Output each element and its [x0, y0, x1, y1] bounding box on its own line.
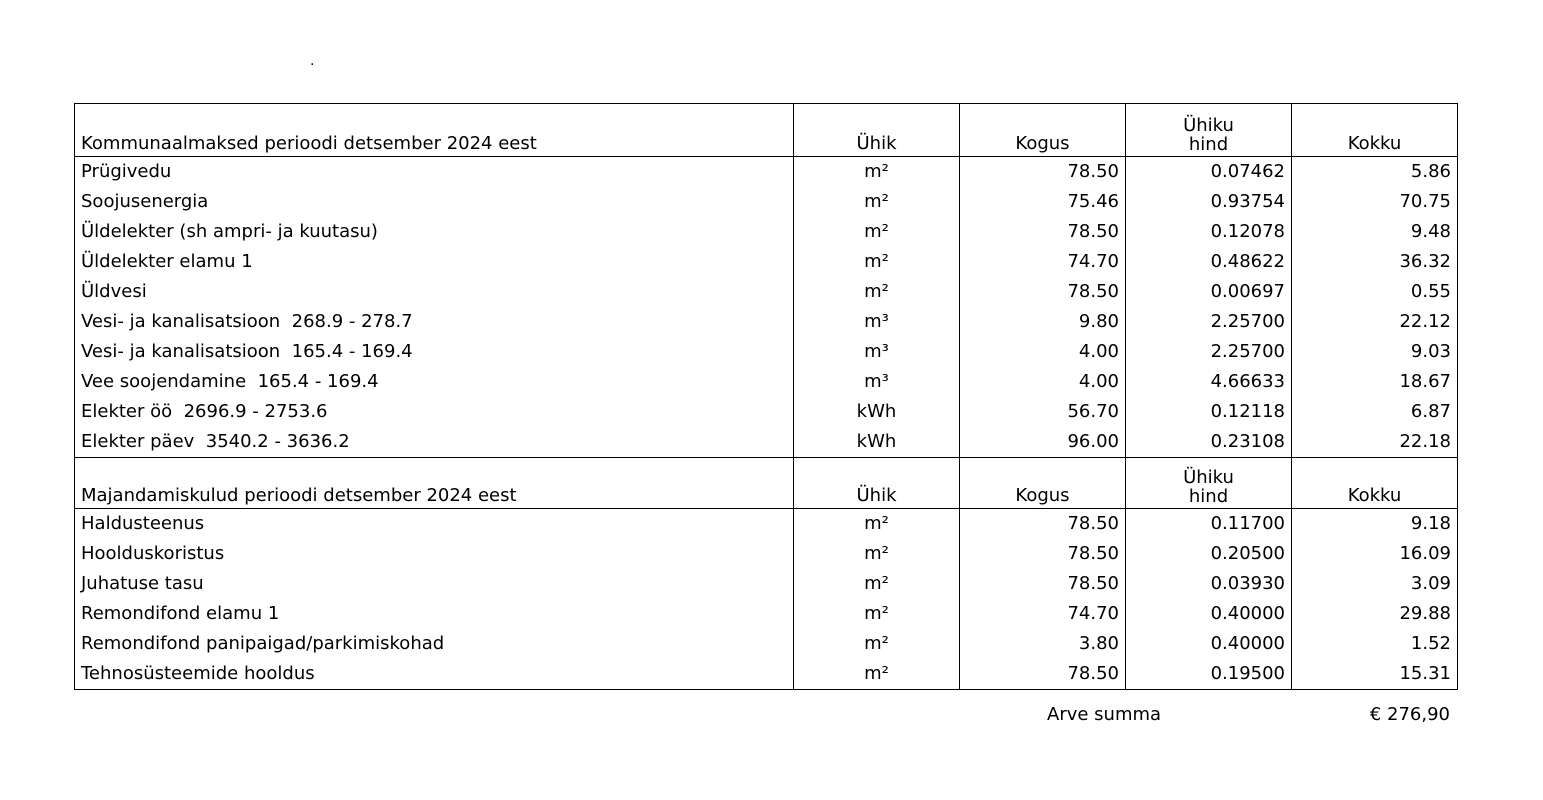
row-unit: m²: [794, 509, 960, 540]
row-price: 0.40000: [1126, 599, 1292, 629]
row-name: Juhatuse tasu: [75, 569, 794, 599]
table-row: [75, 539, 1458, 569]
table-row: [75, 397, 1458, 427]
row-price: 0.20500: [1126, 539, 1292, 569]
column-header-price-top: Ühiku: [1183, 467, 1234, 488]
stray-mark: .: [310, 53, 315, 69]
row-unit: m²: [794, 569, 960, 599]
row-qty: 56.70: [960, 397, 1126, 427]
table-row: [75, 599, 1458, 629]
row-unit: m²: [794, 217, 960, 247]
row-unit: m³: [794, 337, 960, 367]
table-row: [75, 217, 1458, 247]
row-qty: 78.50: [960, 569, 1126, 599]
row-price: 0.11700: [1126, 509, 1292, 540]
row-total: 15.31: [1292, 659, 1458, 690]
column-header-unit: Ühik: [794, 104, 960, 157]
row-unit: m²: [794, 157, 960, 188]
column-header-price: [1126, 458, 1292, 509]
row-qty: 3.80: [960, 629, 1126, 659]
row-unit: m³: [794, 307, 960, 337]
row-unit: m²: [794, 539, 960, 569]
column-header-total: Kokku: [1292, 458, 1458, 509]
row-price: 0.40000: [1126, 629, 1292, 659]
row-price: 2.25700: [1126, 307, 1292, 337]
row-total: 22.18: [1292, 427, 1458, 458]
row-qty: 78.50: [960, 217, 1126, 247]
row-unit: m²: [794, 187, 960, 217]
row-name: Tehnosüsteemide hooldus: [75, 659, 794, 690]
row-name: Soojusenergia: [75, 187, 794, 217]
invoice-total-label: Arve summa: [1047, 704, 1162, 725]
row-unit: m²: [794, 277, 960, 307]
row-qty: 4.00: [960, 337, 1126, 367]
row-price: 0.12118: [1126, 397, 1292, 427]
table-row: [75, 427, 1458, 458]
row-qty: 78.50: [960, 277, 1126, 307]
row-price: 0.07462: [1126, 157, 1292, 188]
table-row: [75, 659, 1458, 690]
row-total: 9.48: [1292, 217, 1458, 247]
row-qty: 9.80: [960, 307, 1126, 337]
row-name: Vee soojendamine 165.4 - 169.4: [75, 367, 794, 397]
section-header-row: [75, 458, 1458, 509]
column-header-price-bottom: hind: [1188, 486, 1229, 507]
table-row: [75, 629, 1458, 659]
table-row: [75, 307, 1458, 337]
row-price: 0.03930: [1126, 569, 1292, 599]
section-header-row: [75, 104, 1458, 157]
row-name: Haldusteenus: [75, 509, 794, 540]
row-total: 9.03: [1292, 337, 1458, 367]
row-price: 0.23108: [1126, 427, 1292, 458]
row-name: Remondifond panipaigad/parkimiskohad: [75, 629, 794, 659]
row-qty: 74.70: [960, 599, 1126, 629]
column-header-total: Kokku: [1292, 104, 1458, 157]
row-total: 1.52: [1292, 629, 1458, 659]
row-price: 0.48622: [1126, 247, 1292, 277]
row-total: 70.75: [1292, 187, 1458, 217]
table-row: [75, 187, 1458, 217]
row-qty: 78.50: [960, 659, 1126, 690]
row-total: 5.86: [1292, 157, 1458, 188]
table-row: [75, 367, 1458, 397]
row-price: 2.25700: [1126, 337, 1292, 367]
row-name: Elekter päev 3540.2 - 3636.2: [75, 427, 794, 458]
row-unit: m³: [794, 367, 960, 397]
row-unit: kWh: [794, 397, 960, 427]
row-total: 29.88: [1292, 599, 1458, 629]
row-price: 4.66633: [1126, 367, 1292, 397]
table-row: [75, 157, 1458, 188]
row-name: Üldelekter elamu 1: [75, 247, 794, 277]
column-header-unit: Ühik: [794, 458, 960, 509]
row-total: 16.09: [1292, 539, 1458, 569]
row-total: 36.32: [1292, 247, 1458, 277]
row-qty: 75.46: [960, 187, 1126, 217]
row-name: Üldvesi: [75, 277, 794, 307]
row-total: 6.87: [1292, 397, 1458, 427]
row-qty: 78.50: [960, 157, 1126, 188]
row-name: Vesi- ja kanalisatsioon 268.9 - 278.7: [75, 307, 794, 337]
row-unit: m²: [794, 629, 960, 659]
row-price: 0.00697: [1126, 277, 1292, 307]
row-qty: 74.70: [960, 247, 1126, 277]
row-qty: 96.00: [960, 427, 1126, 458]
table-row: [75, 337, 1458, 367]
row-qty: 78.50: [960, 509, 1126, 540]
table-row: [75, 247, 1458, 277]
table-row: [75, 509, 1458, 540]
column-header-qty: Kogus: [960, 104, 1126, 157]
invoice-total-value: € 276,90: [1369, 704, 1450, 725]
table-row: [75, 569, 1458, 599]
row-qty: 78.50: [960, 539, 1126, 569]
row-price: 0.93754: [1126, 187, 1292, 217]
row-name: Üldelekter (sh ampri- ja kuutasu): [75, 217, 794, 247]
section-title: Majandamiskulud perioodi detsember 2024 eest: [75, 458, 794, 509]
row-unit: m²: [794, 659, 960, 690]
column-header-price: [1126, 104, 1292, 157]
row-unit: m²: [794, 599, 960, 629]
row-name: Prügivedu: [75, 157, 794, 188]
section-title: Kommunaalmaksed perioodi detsember 2024 eest: [75, 104, 794, 157]
row-total: 9.18: [1292, 509, 1458, 540]
table-row: [75, 277, 1458, 307]
row-total: 22.12: [1292, 307, 1458, 337]
column-header-price-bottom: hind: [1188, 134, 1229, 155]
row-name: Vesi- ja kanalisatsioon 165.4 - 169.4: [75, 337, 794, 367]
row-name: Hoolduskoristus: [75, 539, 794, 569]
row-name: Elekter öö 2696.9 - 2753.6: [75, 397, 794, 427]
row-unit: kWh: [794, 427, 960, 458]
row-name: Remondifond elamu 1: [75, 599, 794, 629]
row-unit: m²: [794, 247, 960, 277]
row-price: 0.19500: [1126, 659, 1292, 690]
row-total: 0.55: [1292, 277, 1458, 307]
row-price: 0.12078: [1126, 217, 1292, 247]
row-total: 3.09: [1292, 569, 1458, 599]
column-header-price-top: Ühiku: [1183, 115, 1234, 136]
invoice-table: [74, 103, 1458, 690]
row-qty: 4.00: [960, 367, 1126, 397]
column-header-qty: Kogus: [960, 458, 1126, 509]
row-total: 18.67: [1292, 367, 1458, 397]
